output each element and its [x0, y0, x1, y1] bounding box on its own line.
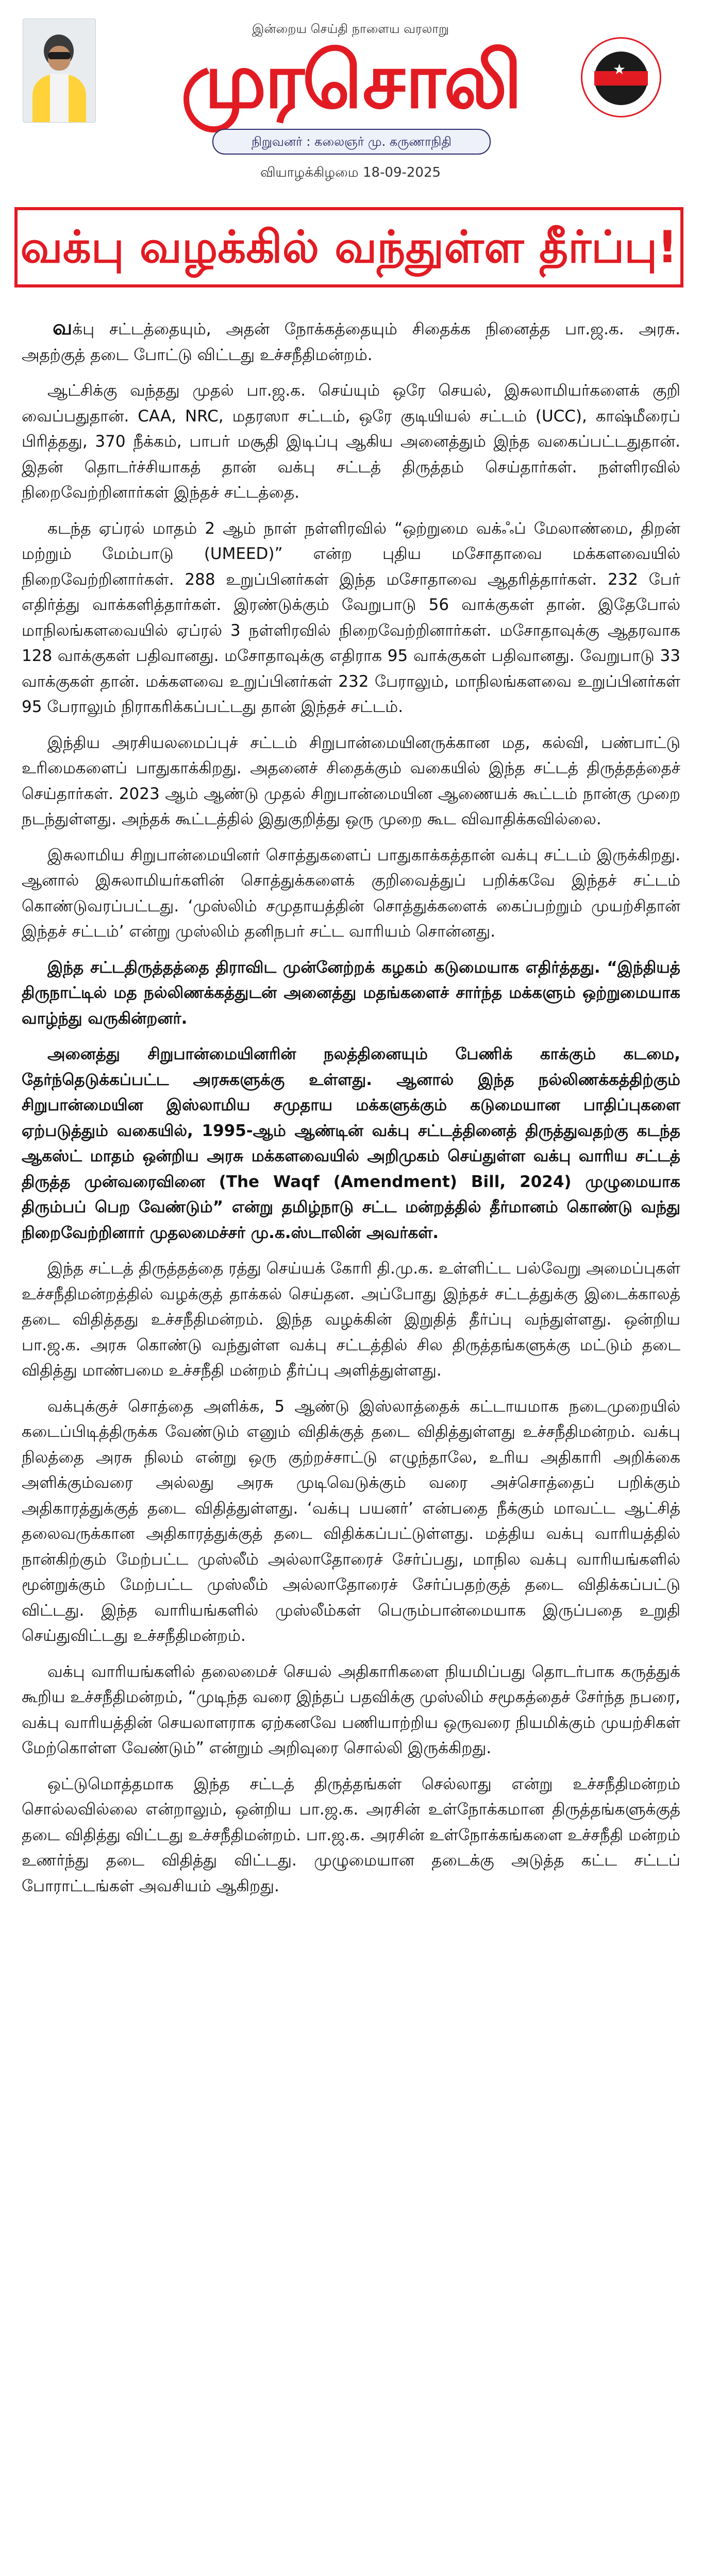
headline-box: [14, 207, 683, 287]
paragraph-9: வக்புக்குச் சொத்தை அளிக்க, 5 ஆண்டு இஸ்லாத்தைக் கட்டாயமாக நடைமுறையில் கடைப்பிடித்திருக்க வேண்டும் எனும் விதிக்குத் தடை விதித்துள்ளது உச்சநீதிமன்றம். வக்பு நிலத்தை அரசு நிலம் என்று ஒரு குற்றச்சாட்டு எழுந்தாலே, உரிய அதிகாரி அறிக்கை அளிக்கும்வரை அல்லது அரசு முடிவெடுக்கும் வரை அச்சொத்தைப் பறிக்கும் அதிகாரத்துக்குத் தடை விதித்துள்ளது. ‘வக்பு பயனர்’ என்பதை நீக்கும் மாவட்ட ஆட்சித் தலைவருக்கான அதிகாரத்துக்குத் தடை விதிக்கப்பட்டுள்ளது. மத்திய வக்பு வாரியத்தில் நான்கிற்கும் மேற்பட்ட முஸ்லீம் அல்லாதோரைச் சேர்ப்பது, மாநில வக்பு வாரியங்களில் மூன்றுக்கும் மேற்பட்ட முஸ்லீம் அல்லாதோரைச் சேர்ப்பதற்குத் தடை விதிக்கப்பட்டு விட்டது. இந்த வாரியங்களில் முஸ்லீம்கள் பெரும்பான்மையாக இருப்பதை உறுதி செய்துவிட்டது உச்சநீதிமன்றம்.: [22, 1397, 680, 1645]
party-emblem-icon: ★: [575, 31, 667, 124]
paragraph-5: இசுலாமிய சிறுபான்மையினர் சொத்துகளைப் பாதுகாக்கத்தான் வக்பு சட்டம் இருக்கிறது. ஆனால் இசுலாமியர்களின் சொத்துக்களைக் குறிவைத்துப் பறிக்கவே இந்தச் சட்டம் கொண்டுவரப்பட்டது. ‘முஸ்லிம் சமுதாயத்தின் சொத்துக்களைக் கைப்பற்றும் முயற்சிதான் இந்தச் சட்டம்’ என்று முஸ்லிம் தனிநபர் சட்ட வாரியம் சொன்னது.: [22, 845, 680, 941]
paragraph-6-quote: இந்த சட்டதிருத்தத்தை திராவிட முன்னேற்றக் கழகம் கடுமையாக எதிர்த்தது. “இந்தியத் திருநாட்டில் மத நல்லிணக்கத்துடன் அனைத்து மதங்களைச் சார்ந்த மக்களும் ஒற்றுமையாக வாழ்ந்து வருகின்றனர்.: [22, 958, 680, 1028]
paragraph-11: ஒட்டுமொத்தமாக இந்த சட்டத் திருத்தங்கள் செல்லாது என்று உச்சநீதிமன்றம் சொல்லவில்லை என்றாலும், ஒன்றிய பா.ஜ.க. அரசின் உள்நோக்கமான திருத்தங்களுக்குத் தடை விதித்து விட்டது உச்சநீதிமன்றம். பா.ஜ.க. அரசின் உள்நோக்கங்களை உச்சநீதி மன்றம் உணர்ந்து தடை விதித்து விட்டது. முழுமையான தடைக்கு அடுத்த கட்ட சட்டப் போராட்டங்கள் அவசியம் ஆகிறது.: [22, 1774, 680, 1895]
founder-line: நிறுவனர் : கலைஞர் மு. கருணாநிதி: [212, 129, 491, 155]
masthead: [0, 0, 702, 201]
tagline: இன்றைய செய்தி நாளைய வரலாறு: [252, 22, 449, 36]
paragraph-2: ஆட்சிக்கு வந்தது முதல் பா.ஜ.க. செய்யும் ஒரே செயல், இசுலாமியர்களைக் குறி வைப்பதுதான். CAA, NRC, மதரஸா சட்டம், ஒரே குடியியல் சட்டம் (UCC), காஷ்மீரைப் பிரித்தது, 370 நீக்கம், பாபர் மசூதி இடிப்பு ஆகிய அனைத்தும் இந்த வகைப்பட்டதுதான். இதன் தொடர்ச்சியாகத் தான் வக்பு சட்டத் திருத்தம் செய்தார்கள். நள்ளிரவில் நிறைவேற்றினார்கள் இந்தச் சட்டத்தை.: [22, 381, 680, 502]
paragraph-7-quote: அனைத்து சிறுபான்மையினரின் நலத்தினையும் பேணிக் காக்கும் கடமை, தேர்ந்தெடுக்கப்பட்ட அரசுகளுக்கு உள்ளது. ஆனால் இந்த நல்லிணக்கத்திற்கும் சிறுபான்மையின இஸ்லாமிய சமுதாய மக்களுக்கும் கடுமையான பாதிப்புகளை ஏற்படுத்தும் வகையில், 1995-ஆம் ஆண்டின் வக்பு சட்டத்தினைத் திருத்துவதற்கு கடந்த ஆகஸ்ட் மாதம் ஒன்றிய அரசு மக்களவையில் அறிமுகம் செய்துள்ள வக்பு வாரிய சட்டத் திருத்த முன்வரைவினை (The Waqf (Amendment) Bill, 2024) முழுமையாக திரும்பப் பெற வேண்டும்” என்று தமிழ்நாடு சட்ட மன்றத்தில் தீர்மானம் கொண்டு வந்து நிறைவேற்றினார் முதலமைச்சர் மு.க.ஸ்டாலின் அவர்கள்.: [22, 1045, 680, 1242]
drop-cap: வ: [53, 316, 73, 340]
newspaper-title: முரசொலி: [180, 36, 521, 126]
founder-portrait: [23, 19, 96, 123]
paragraph-3: கடந்த ஏப்ரல் மாதம் 2 ஆம் நாள் நள்ளிரவில் “ஒற்றுமை வக்ஃப் மேலாண்மை, திறன் மற்றும் மேம்பாடு (UMEED)” என்ற புதிய மசோதாவை மக்களவையில் நிறைவேற்றினார்கள். 288 உறுப்பினர்கள் இந்த மசோதாவை ஆதரித்தார்கள். 232 பேர் எதிர்த்து வாக்களித்தார்கள். இரண்டுக்கும் வேறுபாடு 56 வாக்குகள் தான். இதேபோல் மாநிலங்களவையில் ஏப்ரல் 3 நள்ளிரவில் நிறைவேற்றினார்கள். மசோதாவுக்கு ஆதரவாக 128 வாக்குகள் பதிவானது. மசோதாவுக்கு எதிராக 95 வாக்குகள் பதிவானது. வேறுபாடு 33 வாக்குகள் தான். மக்களவை உறுப்பினர்கள் 232 பேராலும், மாநிலங்களவை உறுப்பினர்கள் 95 பேராலும் நிராகரிக்கப்பட்டது தான் இந்தச் சட்டம்.: [22, 519, 680, 716]
paragraph-10: வக்பு வாரியங்களில் தலைமைச் செயல் அதிகாரிகளை நியமிப்பது தொடர்பாக கருத்துக் கூறிய உச்சநீதிமன்றம், “முடிந்த வரை இந்தப் பதவிக்கு முஸ்லிம் சமூகத்தைச் சேர்ந்த நபரை, வக்பு வாரியத்தின் செயலாளராக ஏற்கனவே பணியாற்றிய ஒருவரை நியமிக்கும் முயற்சிகள் மேற்கொள்ள வேண்டும்” என்றும் அறிவுரை சொல்லி இருக்கிறது.: [22, 1662, 680, 1757]
paragraph-8: இந்த சட்டத் திருத்தத்தை ரத்து செய்யக் கோரி தி.மு.க. உள்ளிட்ட பல்வேறு அமைப்புகள் உச்சநீதிமன்றத்தில் வழக்குத் தாக்கல் செய்தன. அப்போது இந்தச் சட்டத்துக்கு இடைக்காலத் தடை விதித்தது உச்சநீதிமன்றம். இந்த வழக்கின் இறுதித் தீர்ப்பு வந்துள்ளது. ஒன்றிய பா.ஜ.க. அரசு கொண்டு வந்துள்ள வக்பு சட்டத்தில் சில திருத்தங்களுக்கு மட்டும் தடை விதித்து மாண்பமை உச்சநீதி மன்றம் தீர்ப்பு அளித்துள்ளது.: [22, 1259, 680, 1380]
headline: வக்பு வழக்கில் வந்துள்ள தீர்ப்பு!: [20, 222, 678, 273]
dateline: வியாழக்கிழமை 18-09-2025: [260, 165, 441, 180]
paragraph-1-text: க்பு சட்டத்தையும், அதன் நோக்கத்தையும் சிதைக்க நினைத்த பா.ஜ.க. அரசு. அதற்குத் தடை போட்டு விட்டது உச்சநீதிமன்றம்.: [22, 320, 680, 364]
article-body: [22, 315, 680, 1909]
paragraph-1: [22, 315, 680, 368]
paragraph-4: இந்திய அரசியலமைப்புச் சட்டம் சிறுபான்மையினருக்கான மத, கல்வி, பண்பாட்டு உரிமைகளைப் பாதுகாக்கிறது. அதனைச் சிதைக்கும் வகையில் இந்த சட்டத் திருத்தத்தைச் செய்தார்கள். 2023 ஆம் ஆண்டு முதல் சிறுபான்மையின ஆணையக் கூட்டம் நான்கு முறை நடந்துள்ளது. அந்தக் கூட்டத்தில் இதுகுறித்து ஒரு முறை கூட விவாதிக்கவில்லை.: [22, 733, 680, 828]
